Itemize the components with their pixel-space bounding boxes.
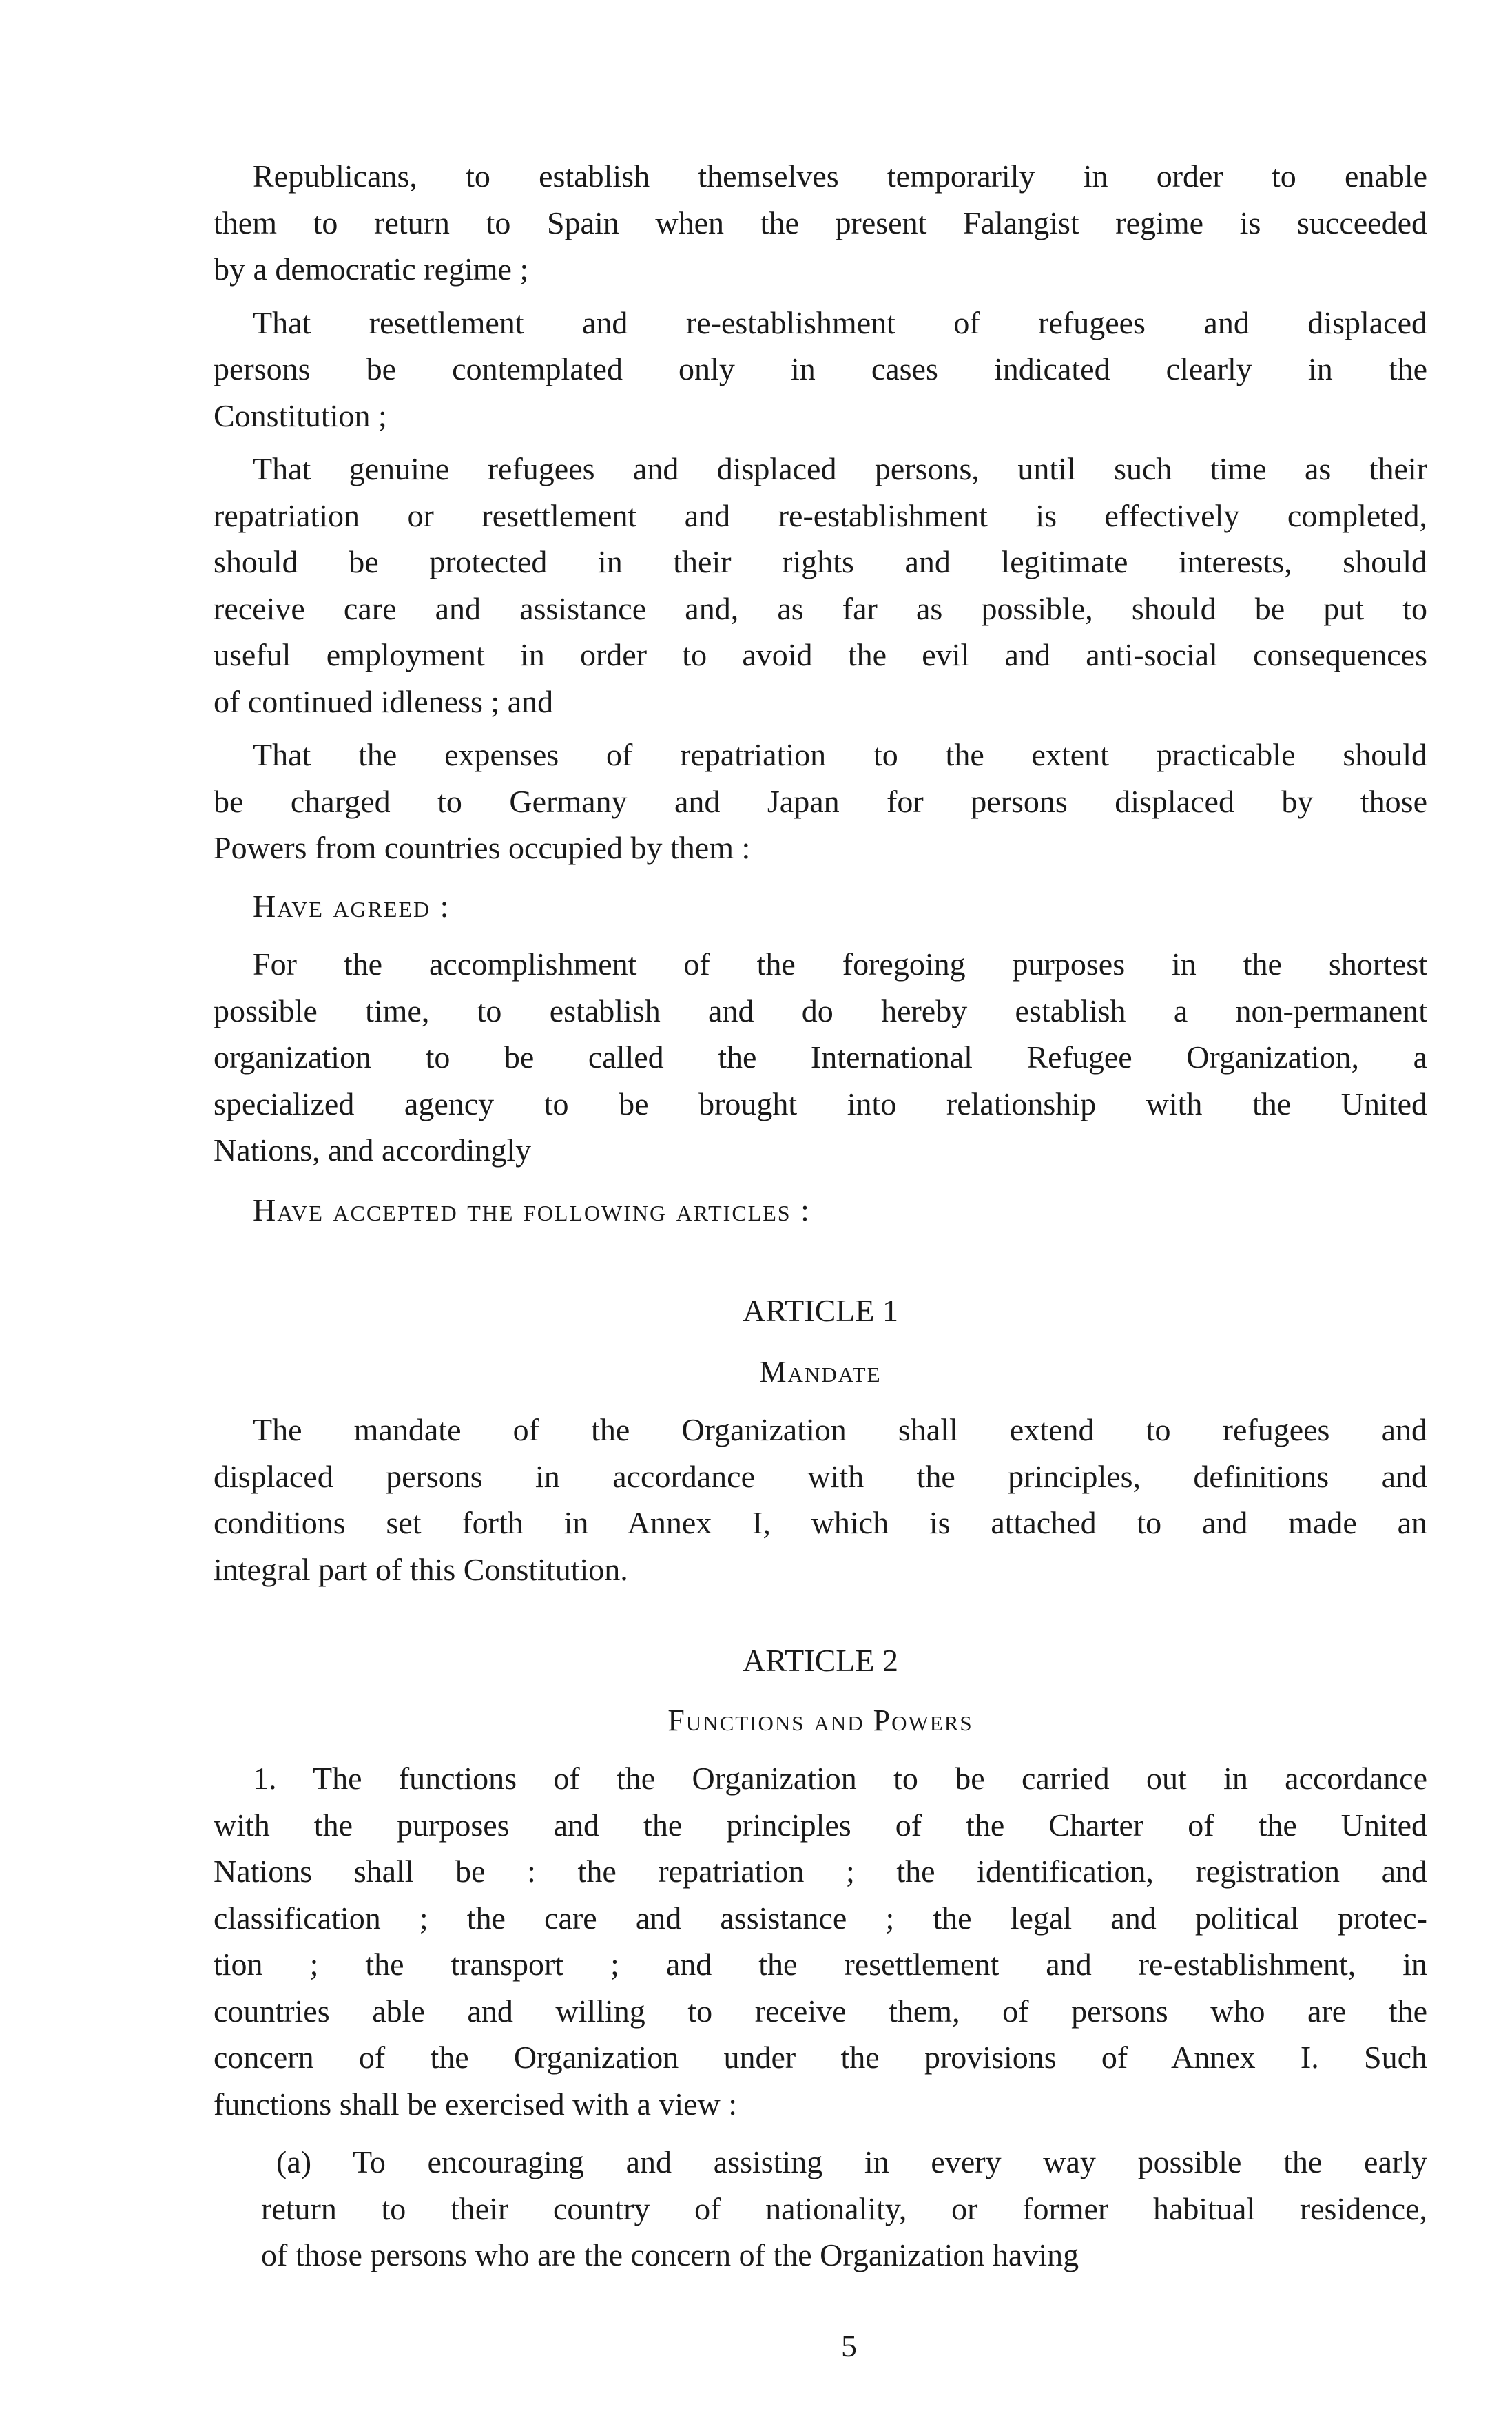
text-line: Nations shall be : the repatriation ; the identification, registration and [214,1854,1427,1889]
paragraph-mandate [214,1407,1427,1593]
paragraph-resettlement [214,300,1427,439]
text-line: Constitution ; [214,397,387,433]
text-line: with the purposes and the principles of the Charter of the United [214,1807,1427,1843]
text-line: of continued idleness ; and [214,683,554,719]
text-line: ARTICLE 1 [743,1293,898,1328]
text-line: of those persons who are the concern of the Organization having [261,2237,1079,2272]
text-line: possible time, to establish and do hereby establish a non-permanent [214,993,1427,1028]
article-1-subtitle [214,1349,1427,1396]
text-line: useful employment in order to avoid the evil and anti-social consequences [214,637,1427,672]
text-line: Functions and Powers [667,1703,973,1737]
text-line: return to their country of nationality, or former habitual residence, [261,2190,1427,2226]
text-line: concern of the Organization under the provisions of Annex I. Such [214,2040,1427,2075]
text-line: The mandate of the Organization shall extend to refugees and [253,1412,1427,1447]
text-line: be charged to Germany and Japan for persons displaced by those [214,783,1427,819]
text-line: tion ; the transport ; and the resettlement and re-establishment, in [214,1947,1427,1982]
paragraph-genuine-refugees [214,446,1427,725]
text-line: That the expenses of repatriation to the extent practicable should [253,737,1427,772]
text-line: That genuine refugees and displaced persons, until such time as their [253,451,1427,486]
page-number: 5 [841,2328,857,2363]
text-line: Mandate [759,1354,882,1389]
paragraph-accomplishment [214,941,1427,1174]
text-line: should be protected in their rights and legitimate interests, should [214,544,1427,579]
text-line: organization to be called the International Refugee Organization, a [214,1039,1427,1075]
text-line: by a democratic regime ; [214,251,529,287]
text-line: ARTICLE 2 [743,1643,898,1678]
text-line: Powers from countries occupied by them : [214,830,751,865]
text-line: Republicans, to establish themselves temporarily in order to enable [253,158,1427,194]
text-line: them to return to Spain when the present Falangist regime is succeeded [214,205,1427,240]
text-line: classification ; the care and assistance ; the legal and political protec- [214,1900,1427,1936]
text-line: 1. The functions of the Organization to be carried out in accordance [253,1761,1427,1796]
paragraph-expenses [214,732,1427,871]
text-line: For the accomplishment of the foregoing purposes in the shortest [253,946,1427,982]
text-line: specialized agency to be brought into relationship with the United [214,1086,1427,1121]
article-2-subtitle [214,1697,1427,1744]
text-line: repatriation or resettlement and re-establishment is effectively completed, [214,497,1427,533]
article-1-title [214,1287,1427,1334]
text-line: functions shall be exercised with a view : [214,2086,738,2122]
text-line: That resettlement and re-establishment of refugees and displaced [253,304,1427,340]
text-line: (a) To encouraging and assisting in every way possible the early [276,2144,1427,2179]
have-agreed-heading [214,883,1427,930]
article-2-title [214,1637,1427,1684]
document-page [214,153,1427,2286]
text-line: receive care and assistance and, as far as possible, should be put to [214,590,1427,626]
text-line: Have accepted the following articles : [253,1192,811,1227]
paragraph-item-a [261,2139,1427,2279]
text-line: countries able and willing to receive them, of persons who are the [214,1993,1427,2029]
paragraph-republicans [214,153,1427,293]
text-line: integral part of this Constitution. [214,1551,628,1587]
text-line: conditions set forth in Annex I, which is attached to and made an [214,1505,1427,1540]
text-line: persons be contemplated only in cases indicated clearly in the [214,351,1427,386]
paragraph-functions [214,1755,1427,2127]
text-line: Nations, and accordingly [214,1132,532,1168]
text-line: displaced persons in accordance with the principles, definitions and [214,1458,1427,1494]
have-accepted-heading [214,1187,1427,1234]
text-line: Have agreed : [253,888,451,924]
